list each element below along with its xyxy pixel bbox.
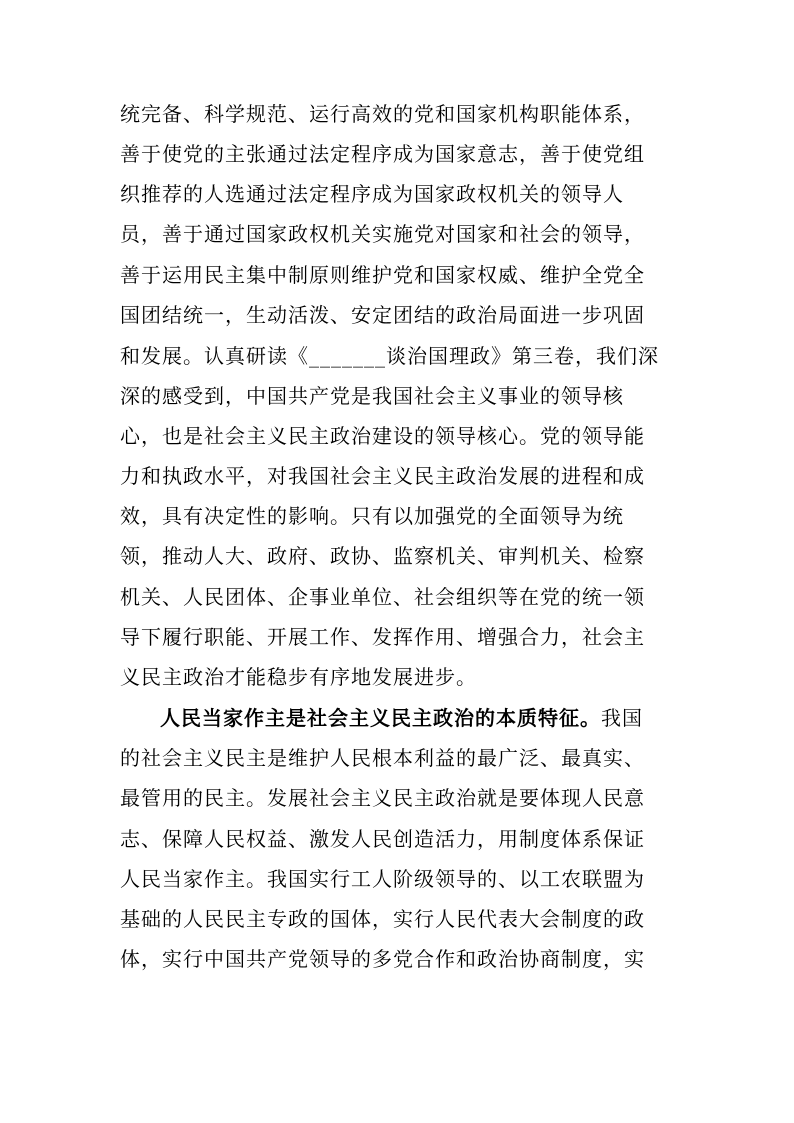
text-line: 人民当家作主。我国实行工人阶级领导的、以工农联盟为	[120, 867, 645, 891]
text-line: 基础的人民民主专政的国体，实行人民代表大会制度的政	[120, 907, 645, 931]
text-line: 志、保障人民权益、激发人民创造活力，用制度体系保证	[120, 827, 645, 851]
text-line: 力和执政水平，对我国社会主义民主政治发展的进程和成	[120, 464, 645, 488]
text-line: 导下履行职能、开展工作、发挥作用、增强合力，社会主	[120, 625, 645, 649]
text-line: 效，具有决定性的影响。只有以加强党的全面领导为统	[120, 504, 624, 528]
text-line: 体，实行中国共产党领导的多党合作和政治协商制度，实	[120, 947, 645, 971]
paragraph-first-line	[160, 705, 680, 731]
text-line: 机关、人民团体、企事业单位、社会组织等在党的统一领	[120, 585, 645, 609]
text-line: 心，也是社会主义民主政治建设的领导核心。党的领导能	[120, 424, 645, 448]
text-line: 的社会主义民主是维护人民根本利益的最广泛、最真实、	[120, 746, 645, 770]
text-line: 义民主政治才能稳步有序地发展进步。	[120, 665, 477, 689]
text-line: 善于运用民主集中制原则维护党和国家权威、维护全党全	[120, 263, 645, 287]
text-line: 最管用的民主。发展社会主义民主政治就是要体现人民意	[120, 786, 645, 810]
text-line: 织推荐的人选通过法定程序成为国家政权机关的领导人	[120, 182, 624, 206]
text-line: 领，推动人大、政府、政协、监察机关、审判机关、检察	[120, 544, 645, 568]
text-line: 和发展。认真研读《_______谈治国理政》第三卷，我们深	[120, 344, 659, 368]
text-line: 深的感受到，中国共产党是我国社会主义事业的领导核	[120, 384, 624, 408]
text-line: 员，善于通过国家政权机关实施党对国家和社会的领导，	[120, 222, 645, 246]
paragraph-heading: 人民当家作主是社会主义民主政治的本质特征。	[160, 706, 601, 730]
text-line: 善于使党的主张通过法定程序成为国家意志，善于使党组	[120, 142, 645, 166]
text-line: 统完备、科学规范、运行高效的党和国家机构职能体系，	[120, 102, 645, 126]
text-line: 国团结统一，生动活泼、安定团结的政治局面进一步巩固	[120, 303, 645, 327]
paragraph-heading-tail: 我国	[601, 706, 643, 730]
